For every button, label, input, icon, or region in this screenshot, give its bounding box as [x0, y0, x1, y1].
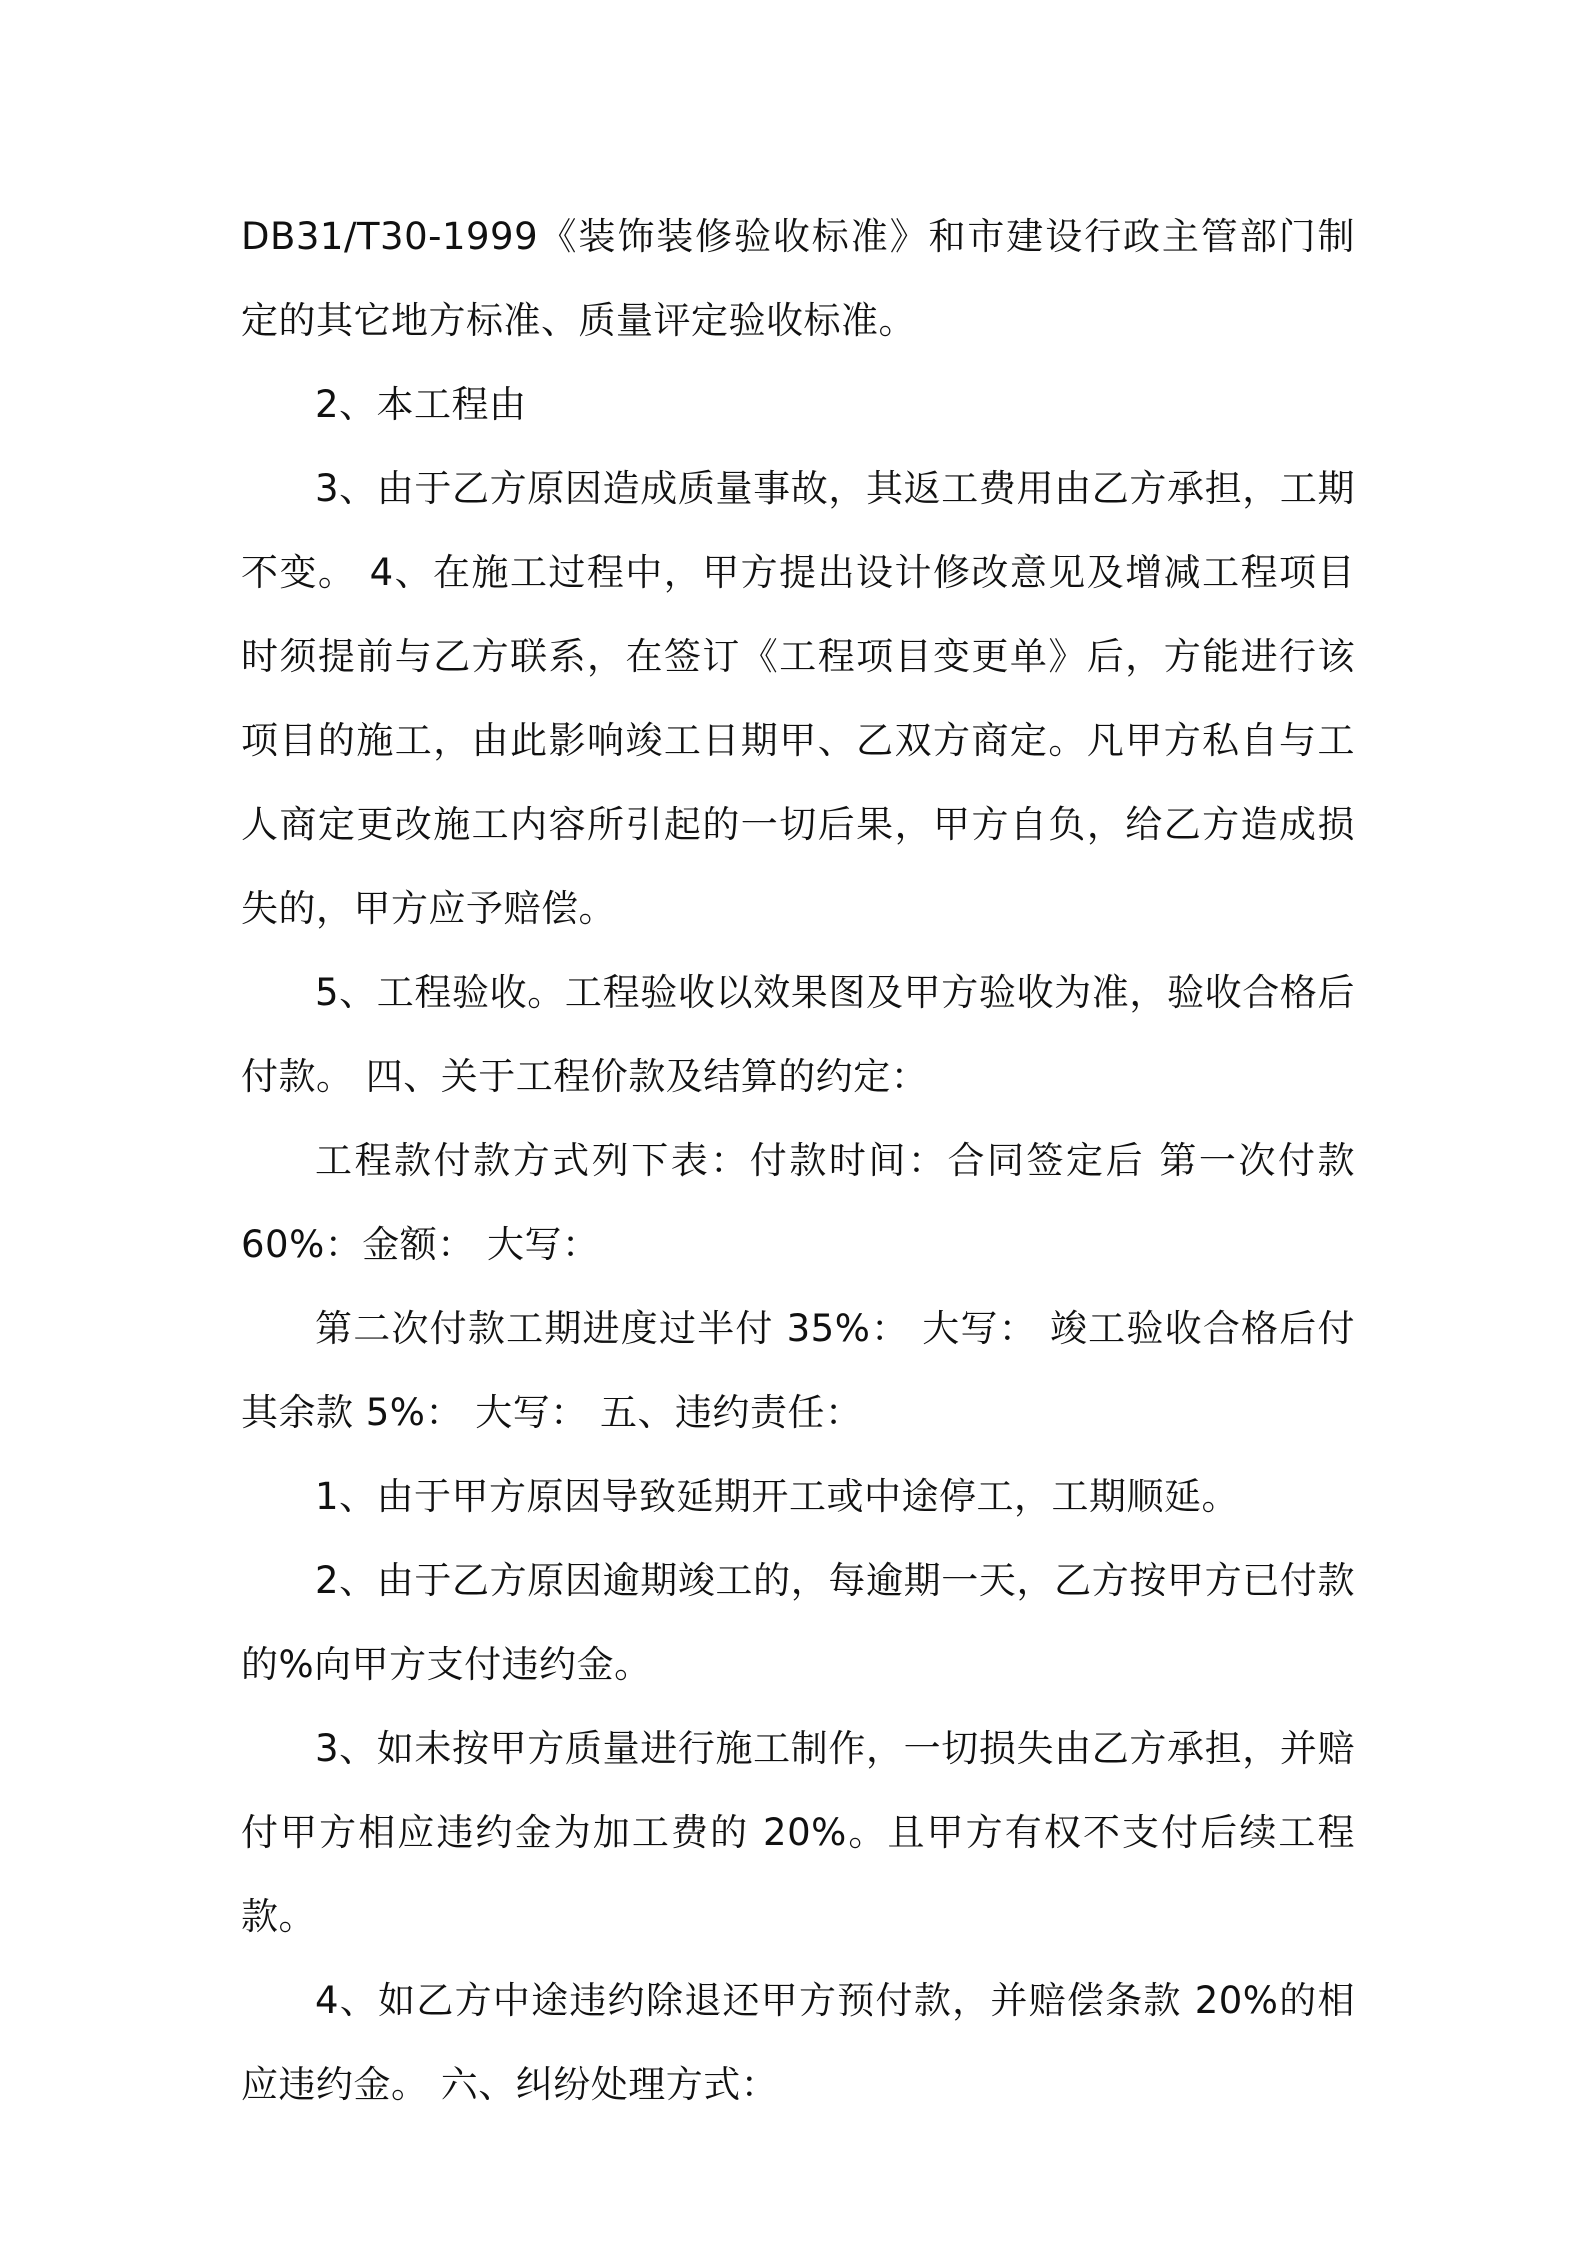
paragraph-clause-5-acceptance: 5、工程验收。工程验收以效果图及甲方验收为准，验收合格后付款。 四、关于工程价款及结算的约定： [241, 971, 1355, 1098]
paragraph-clause-3-4: 3、由于乙方原因造成质量事故，其返工费用由乙方承担，工期不变。 4、在施工过程中，甲方提出设计修改意见及增减工程项目时须提前与乙方联系，在签订《工程项目变更单》后，方能进行该项目的施工，由此影响竣工日期甲、乙双方商定。凡甲方私自与工人商定更改施工内容所引起的一切后果，甲方自负，给乙方造成损失的，甲方应予赔偿。 [241, 467, 1355, 930]
paragraph-clause-2: 2、本工程由 [315, 383, 527, 426]
paragraph-breach-2: 2、由于乙方原因逾期竣工的，每逾期一天，乙方按甲方已付款的%向甲方支付违约金。 [241, 1559, 1355, 1686]
paragraph-acceptance-standards: DB31/T30-1999《装饰装修验收标准》和市建设行政主管部门制定的其它地方标准、质量评定验收标准。 [241, 215, 1355, 342]
paragraph-payment-second: 第二次付款工期进度过半付 35%： 大写： 竣工验收合格后付其余款 5%： 大写： 五、违约责任： [241, 1307, 1355, 1434]
paragraph-breach-3: 3、如未按甲方质量进行施工制作，一切损失由乙方承担，并赔付甲方相应违约金为加工费的 20%。且甲方有权不支付后续工程款。 [241, 1727, 1355, 1938]
document-page [241, 195, 1355, 2127]
paragraph-payment-first: 工程款付款方式列下表：付款时间：合同签定后 第一次付款 60%：金额： 大写： [241, 1139, 1355, 1266]
paragraph-breach-1: 1、由于甲方原因导致延期开工或中途停工，工期顺延。 [315, 1475, 1240, 1518]
paragraph-breach-4: 4、如乙方中途违约除退还甲方预付款，并赔偿条款 20%的相应违约金。 六、纠纷处理方式： [241, 1979, 1355, 2106]
